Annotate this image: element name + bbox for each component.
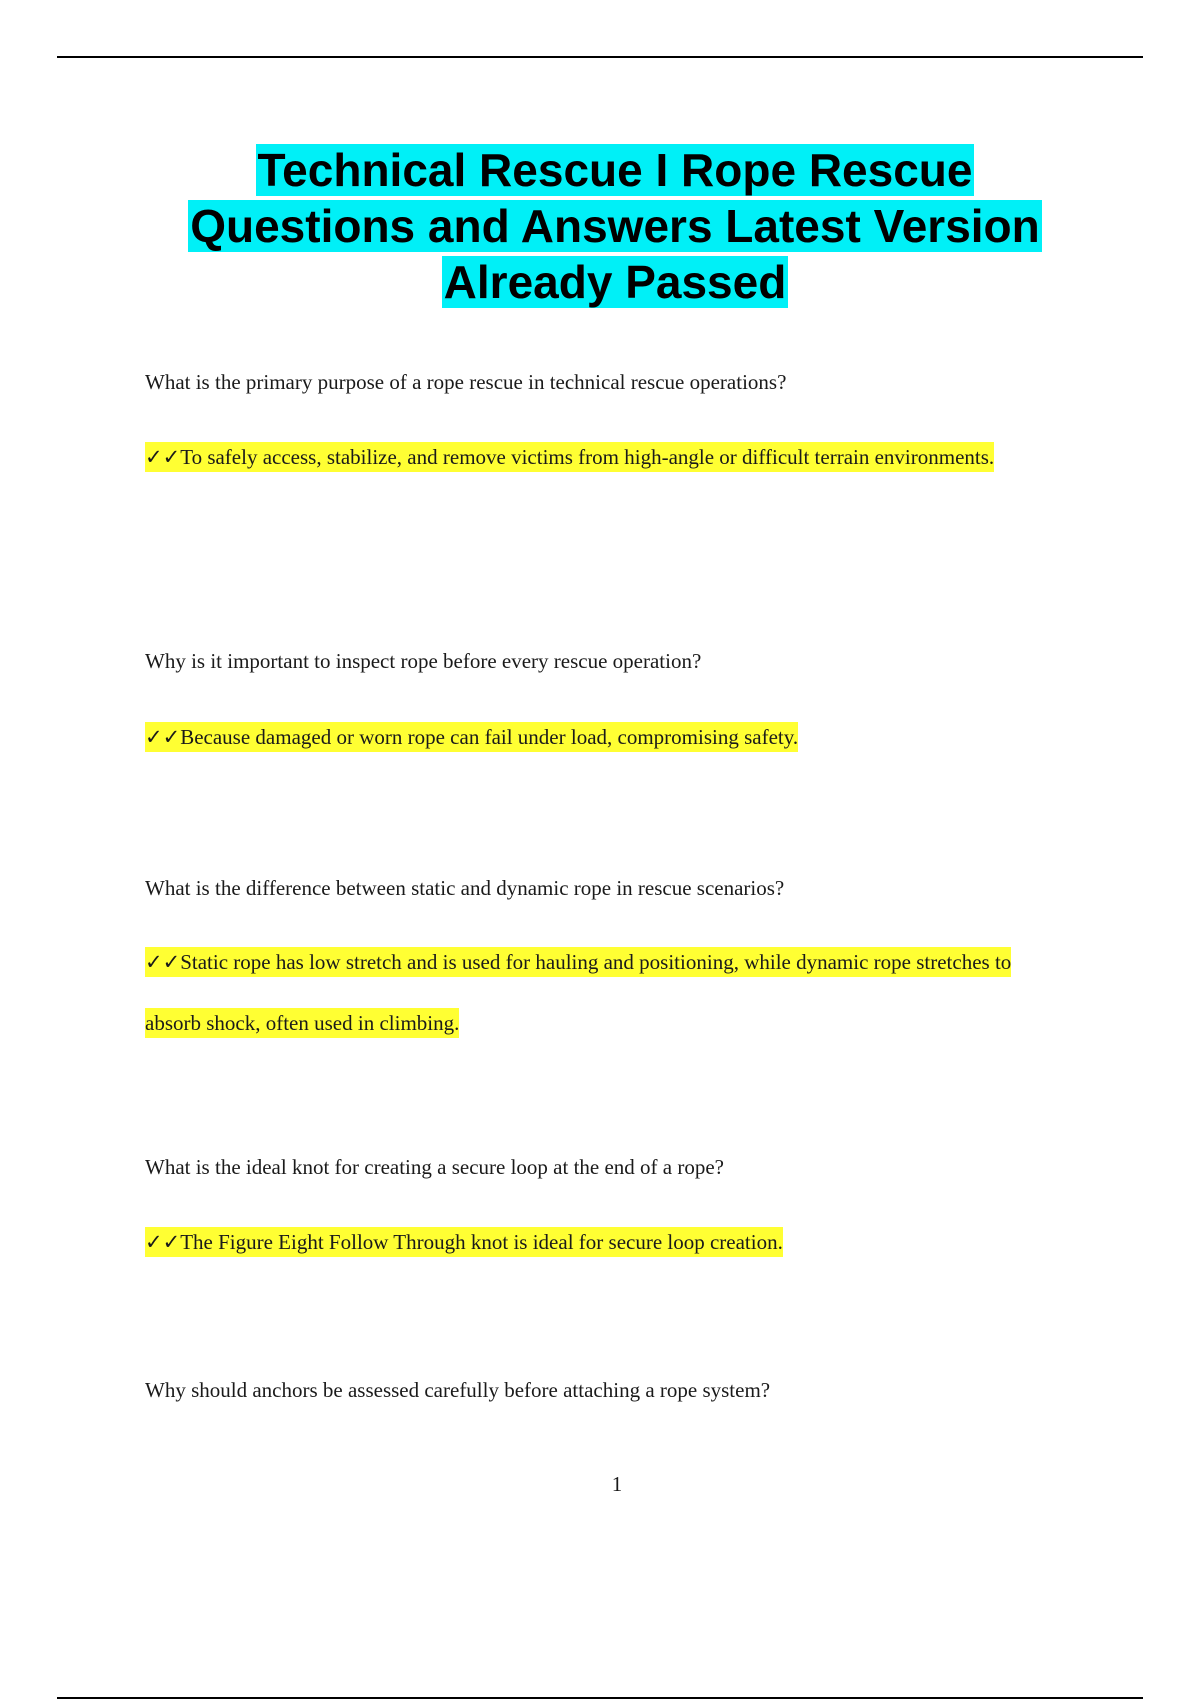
check-mark-icon: ✓✓ [145, 725, 181, 749]
question-1: What is the primary purpose of a rope rescue in technical rescue operations? [145, 370, 787, 394]
answer-1-text: To safely access, stabilize, and remove victims from high-angle or difficult terrain environments. [180, 445, 995, 469]
answer-4-text: The Figure Eight Follow Through knot is ideal for secure loop creation. [180, 1230, 783, 1254]
answer-2 [145, 707, 1045, 768]
question-5: Why should anchors be assessed carefully before attaching a rope system? [145, 1378, 771, 1402]
answer-1 [145, 427, 1045, 488]
title-line-2: Questions and Answers Latest Version [190, 200, 1040, 252]
answer-4 [145, 1212, 1045, 1273]
top-rule [57, 56, 1143, 58]
question-4: What is the ideal knot for creating a secure loop at the end of a rope? [145, 1155, 725, 1179]
check-mark-icon: ✓✓ [145, 950, 181, 974]
answer-3-text: Static rope has low stretch and is used for hauling and positioning, while dynamic rope stretches to absorb shock, often used in climbing. [145, 950, 1012, 1035]
page-number: 1 [611, 1472, 623, 1496]
bottom-rule [57, 1697, 1143, 1699]
answer-3 [145, 932, 1045, 1054]
question-3: What is the difference between static and dynamic rope in rescue scenarios? [145, 876, 785, 900]
check-mark-icon: ✓✓ [145, 445, 181, 469]
title-line-3: Already Passed [443, 256, 787, 308]
answer-2-text: Because damaged or worn rope can fail under load, compromising safety. [180, 725, 799, 749]
question-2: Why is it important to inspect rope before every rescue operation? [145, 649, 702, 673]
document-title [60, 142, 1170, 310]
check-mark-icon: ✓✓ [145, 1230, 181, 1254]
title-line-1: Technical Rescue I Rope Rescue [257, 144, 973, 196]
